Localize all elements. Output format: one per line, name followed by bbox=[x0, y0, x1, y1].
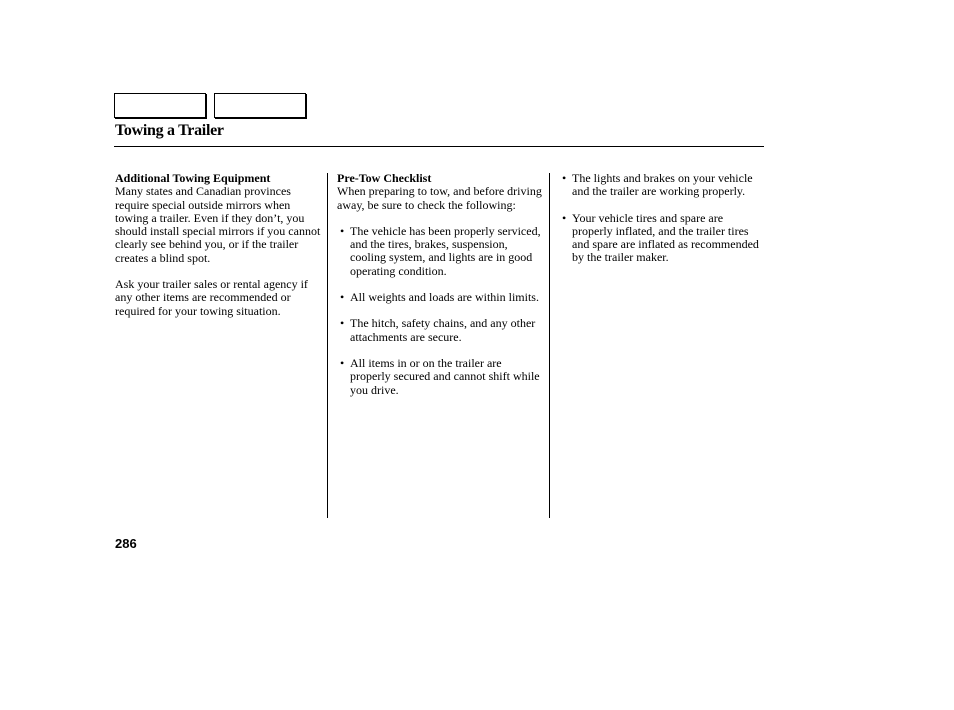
section-title: Towing a Trailer bbox=[115, 122, 224, 139]
pre-tow-checklist-heading: Pre-Tow Checklist bbox=[337, 171, 432, 185]
column-divider-1 bbox=[327, 173, 328, 518]
mirrors-paragraph: Many states and Canadian provinces require special outside mirrors when towing a trailer. Even if they don’t, you should install special mirrors if you cannot clearly see behind you, or if the trailer creates a blind spot. bbox=[115, 184, 321, 265]
checklist-item: • The lights and brakes on your vehicle and the trailer are working properly. bbox=[562, 172, 762, 199]
checklist-bullets bbox=[340, 225, 543, 397]
nav-tab-1[interactable] bbox=[114, 93, 206, 118]
additional-equipment-heading: Additional Towing Equipment bbox=[115, 171, 271, 185]
checklist-item: • All items in or on the trailer are properly secured and cannot shift while you drive. bbox=[340, 357, 543, 397]
checklist-intro: When preparing to tow, and before driving away, be sure to check the following: bbox=[337, 184, 542, 212]
checklist-bullets-continued bbox=[562, 172, 762, 265]
checklist-item: • All weights and loads are within limits. bbox=[340, 291, 543, 304]
checklist-item: • Your vehicle tires and spare are properly inflated, and the trailer tires and spare are inflated as recommended by the trailer maker. bbox=[562, 212, 762, 265]
column-divider-2 bbox=[549, 173, 550, 518]
column-additional-equipment bbox=[115, 172, 321, 331]
sales-agency-paragraph: Ask your trailer sales or rental agency if any other items are recommended or required for your towing situation. bbox=[115, 277, 308, 318]
checklist-item: • The vehicle has been properly serviced, and the tires, brakes, suspension, cooling system, and lights are in good operating condition. bbox=[340, 225, 543, 278]
column-checklist-continued bbox=[562, 172, 762, 278]
page-number: 286 bbox=[115, 536, 137, 551]
nav-tab-2[interactable] bbox=[214, 93, 306, 118]
checklist-item: • The hitch, safety chains, and any other attachments are secure. bbox=[340, 317, 543, 344]
title-rule bbox=[114, 146, 764, 147]
column-pre-tow-checklist bbox=[337, 172, 543, 410]
